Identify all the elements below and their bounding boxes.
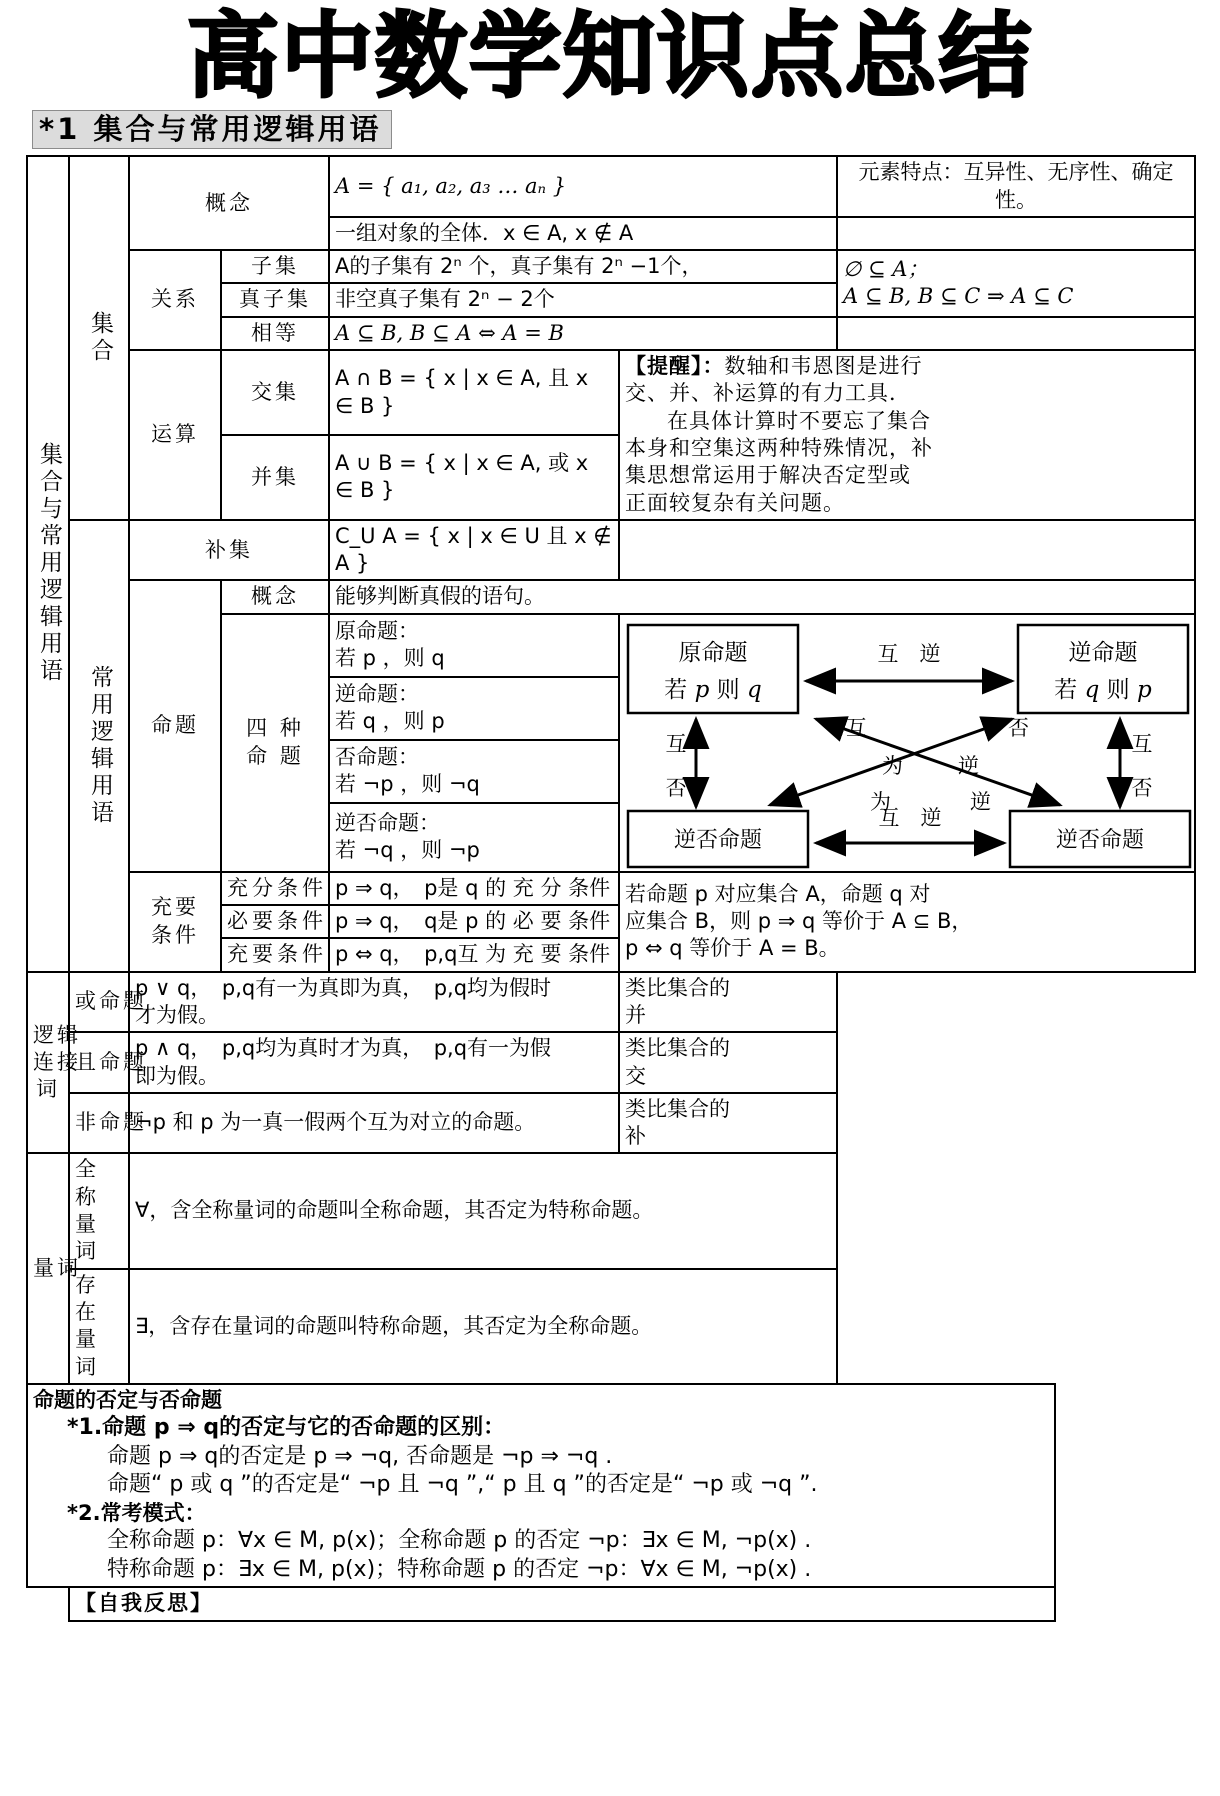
outer-category-cell	[27, 156, 69, 971]
condition-note	[619, 872, 1195, 972]
four-prop-1-title: 逆命题：	[335, 681, 419, 706]
four-prop-1	[329, 677, 619, 740]
connective-analogy-0	[619, 972, 837, 1033]
connective-1-analogy-l1: 类比集合的	[625, 1036, 730, 1061]
diagram-diag-a-2: 为	[882, 753, 903, 778]
proposition-label: 命题	[129, 580, 221, 871]
four-prop-3-title: 逆否命题：	[335, 810, 440, 835]
table-row	[27, 1269, 1195, 1384]
connective-label-l2: 连接	[33, 1049, 81, 1074]
tip-line5: 集思想常运用于解决否定型或	[625, 463, 911, 488]
connective-0-line2: 才为假。	[135, 1002, 219, 1027]
relation-note-line2: A ⊆ B, B ⊆ C ⇒ A ⊆ C	[843, 284, 1074, 309]
connective-2-analogy-l2: 补	[625, 1124, 646, 1149]
relation-name-0: 子集	[221, 250, 329, 283]
tip-continuation	[619, 520, 1195, 581]
condition-label	[129, 872, 221, 972]
quantifier-name-1: 存 在 量 词	[69, 1269, 129, 1384]
condition-name-1: 必要条件	[221, 905, 329, 938]
notes-item2-line1: 全称命题 p：∀x ∈ M, p(x)；全称命题 p 的否定 ¬p：∃x ∈ M, ¬p(x) .	[107, 1528, 812, 1554]
four-props-label	[221, 614, 329, 872]
relation-content-1: 非空真子集有 2ⁿ − 2个	[329, 283, 837, 316]
table-row	[27, 350, 1195, 435]
condition-content-2: p ⇔ q， p,q互 为 充 要 条件	[329, 938, 619, 971]
connective-content-2	[129, 1093, 619, 1154]
connective-analogy-2	[619, 1093, 837, 1154]
condition-content-0: p ⇒ q， p是 q 的 充 分 条件	[329, 872, 619, 905]
connective-name-0: 或命题	[69, 972, 129, 1033]
quantifier-content-0: ∀，含全称量词的命题叫全称命题，其否定为特称命题。	[129, 1153, 837, 1268]
proposition-concept-content: 能够判断真假的语句。	[329, 580, 1195, 613]
four-prop-2	[329, 740, 619, 803]
four-prop-2-title: 否命题：	[335, 744, 419, 769]
connective-name-2: 非命题	[69, 1093, 129, 1154]
operation-name-2: 补集	[129, 520, 329, 581]
operation-name-1: 并集	[221, 435, 329, 520]
page-title: 高中数学知识点总结	[186, 3, 1033, 110]
sets-relation-label: 关系	[129, 250, 221, 350]
proposition-concept-label: 概念	[221, 580, 329, 613]
logic-category-cell	[69, 520, 129, 972]
notes-item1: *1.命题 p ⇒ q的否定与它的否命题的区别：	[67, 1415, 506, 1441]
sets-category-label: 集合	[86, 311, 113, 366]
four-prop-0	[329, 614, 619, 677]
diagram-diag-b-2: 逆	[958, 753, 979, 778]
tip-title: 【提醒】：	[625, 354, 725, 379]
condition-name-0: 充分条件	[221, 872, 329, 905]
connective-1-line1: p ∧ q， p,q均为真时才为真， p,q有一为假	[135, 1036, 552, 1061]
diagram-box-tl-line2: 若 p 则 q	[664, 676, 762, 703]
tip-line2: 交、并、补运算的有力工具．	[625, 381, 911, 406]
sets-concept-row2: 一组对象的全体．x ∈ A, x ∉ A	[329, 217, 837, 250]
table-row	[27, 1153, 1195, 1268]
condition-label-l2: 条件	[151, 922, 199, 947]
quantifier-content-1: ∃，含存在量词的命题叫特称命题，其否定为全称命题。	[129, 1269, 837, 1384]
table-row	[27, 1093, 1195, 1154]
table-row	[27, 250, 1195, 283]
diagram-bottom-label: 互 逆	[878, 805, 942, 830]
connective-label-l3: 词	[36, 1077, 60, 1102]
notes-block	[27, 1384, 1055, 1588]
knowledge-table	[26, 155, 1196, 1621]
four-props-diagram-svg	[620, 615, 1196, 871]
relation-name-2: 相等	[221, 317, 329, 350]
diagram-diag-a-3: 为	[870, 789, 891, 814]
diagram-right-label-2: 否	[1131, 775, 1153, 800]
condition-name-2: 充要条件	[221, 938, 329, 971]
sets-concept-row1: A = { a₁, a₂, a₃ … aₙ }	[329, 156, 837, 217]
diagram-right-label-1: 互	[1131, 731, 1153, 756]
table-row	[27, 1384, 1195, 1588]
operation-content-2: C_U A = { x | x ∈ U 且 x ∉ A }	[329, 520, 619, 581]
diagram-diag-b-1: 否	[1008, 715, 1029, 740]
connective-content-1	[129, 1032, 619, 1093]
self-reflection-label: 【自我反思】	[69, 1587, 1055, 1620]
notes-item2-line2: 特称命题 p：∃x ∈ M, p(x)；特称命题 p 的否定 ¬p：∀x ∈ M, ¬p(x) .	[107, 1556, 812, 1582]
table-row	[27, 1032, 1195, 1093]
connective-label-l1: 逻辑	[33, 1022, 81, 1047]
quantifier-label: 量词	[27, 1153, 69, 1383]
connective-content-0	[129, 972, 619, 1033]
diagram-diag-a-1: 互	[846, 715, 867, 740]
four-prop-3-body: 若 ¬q ，则 ¬p	[335, 838, 480, 863]
connective-label	[27, 972, 81, 1154]
relation-note-filler	[837, 317, 1195, 350]
table-row	[27, 520, 1195, 581]
diagram-left-label-2: 否	[665, 775, 687, 800]
notes-heading: 命题的否定与否命题	[33, 1387, 222, 1412]
table-row	[27, 1587, 1195, 1620]
operation-content-1: A ∪ B = { x | x ∈ A, 或 x ∈ B }	[329, 435, 619, 520]
connective-1-analogy-l2: 交	[625, 1063, 646, 1088]
relation-content-2: A ⊆ B, B ⊆ A ⇔ A = B	[329, 317, 837, 350]
connective-0-line1: p ∨ q， p,q有一为真即为真， p,q均为假时	[135, 975, 552, 1000]
tip-line6: 正面较复杂有关问题。	[625, 490, 845, 515]
condition-note-line2: 应集合 B，则 p ⇒ q 等价于 A ⊆ B，	[625, 909, 973, 934]
diagram-box-tr-line2: 若 q 则 p	[1054, 676, 1152, 703]
logic-category-label: 常用逻辑用语	[86, 664, 113, 827]
relation-content-0: A的子集有 2ⁿ 个，真子集有 2ⁿ −1个，	[329, 250, 837, 283]
relation-note-line1: ∅ ⊆ A；	[843, 257, 929, 282]
diagram-top-label: 互 逆	[877, 641, 941, 666]
connective-2-analogy-l1: 类比集合的	[625, 1096, 730, 1121]
four-props-diagram-cell	[619, 614, 1195, 872]
connective-name-1: 且命题	[69, 1032, 129, 1093]
sets-operation-label: 运算	[129, 350, 221, 520]
connective-0-analogy-l2: 并	[625, 1002, 646, 1027]
sets-tip-box	[619, 350, 1195, 520]
operation-content-0: A ∩ B = { x | x ∈ A, 且 x ∈ B }	[329, 350, 619, 435]
sets-category-cell	[69, 156, 129, 520]
sets-element-feature: 元素特点：互异性、无序性、确定性。	[837, 156, 1195, 217]
section-header: *1 集合与常用逻辑用语	[32, 110, 392, 149]
diagram-box-tr-line1: 逆命题	[1068, 639, 1138, 666]
table-row	[27, 972, 1195, 1033]
four-props-label-l2: 命 题	[246, 743, 304, 768]
diagram-box-br: 逆否命题	[1055, 827, 1145, 853]
notes-item1-line1: 命题 p ⇒ q的否定是 p ⇒ ¬q, 否命题是 ¬p ⇒ ¬q .	[107, 1443, 613, 1469]
four-prop-2-body: 若 ¬p ，则 ¬q	[335, 772, 480, 797]
section-header-wrap	[0, 106, 1220, 153]
table-row	[27, 580, 1195, 613]
outer-category-label: 集合与常用逻辑用语	[35, 442, 62, 686]
relation-note	[837, 250, 1195, 317]
four-prop-3	[329, 803, 619, 872]
connective-2-line1: ¬p 和 p 为一真一假两个互为对立的命题。	[135, 1110, 536, 1135]
condition-label-l1: 充要	[151, 895, 199, 920]
table-row	[27, 156, 1195, 217]
notes-item1-line2: 命题“ p 或 q ”的否定是“ ¬p 且 ¬q ”,“ p 且 q ”的否定是“ ¬p 或 ¬q ”.	[107, 1472, 818, 1498]
four-prop-0-title: 原命题：	[335, 618, 419, 643]
diagram-box-bl: 逆否命题	[673, 827, 763, 853]
operation-name-0: 交集	[221, 350, 329, 435]
tip-line1: 数轴和韦恩图是进行	[724, 354, 923, 379]
four-props-diagram	[620, 615, 1194, 871]
diagram-left-label-1: 互	[665, 731, 687, 756]
tip-line-1	[625, 353, 1189, 380]
connective-0-analogy-l1: 类比集合的	[625, 975, 730, 1000]
notes-item2: *2.常考模式：	[67, 1500, 206, 1525]
quantifier-name-0: 全 称 量 词	[69, 1153, 129, 1268]
four-prop-1-body: 若 q ，则 p	[335, 709, 445, 734]
sets-concept-empty	[837, 217, 1195, 250]
diagram-box-tl-line1: 原命题	[678, 639, 748, 666]
tip-line3: 在具体计算时不要忘了集合	[667, 408, 931, 433]
sets-concept-label: 概念	[129, 156, 329, 250]
table-row	[27, 872, 1195, 905]
relation-name-1: 真子集	[221, 283, 329, 316]
connective-1-line2: 即为假。	[135, 1063, 219, 1088]
condition-content-1: p ⇒ q， q是 p 的 必 要 条件	[329, 905, 619, 938]
four-props-label-l1: 四 种	[246, 716, 304, 741]
four-prop-0-body: 若 p ，则 q	[335, 646, 445, 671]
connective-analogy-1	[619, 1032, 837, 1093]
condition-note-line3: p ⇔ q 等价于 A = B。	[625, 936, 840, 961]
tip-line4: 本身和空集这两种特殊情况，补	[625, 435, 933, 460]
diagram-diag-b-3: 逆	[970, 789, 991, 814]
condition-note-line1: 若命题 p 对应集合 A，命题 q 对	[625, 881, 931, 906]
